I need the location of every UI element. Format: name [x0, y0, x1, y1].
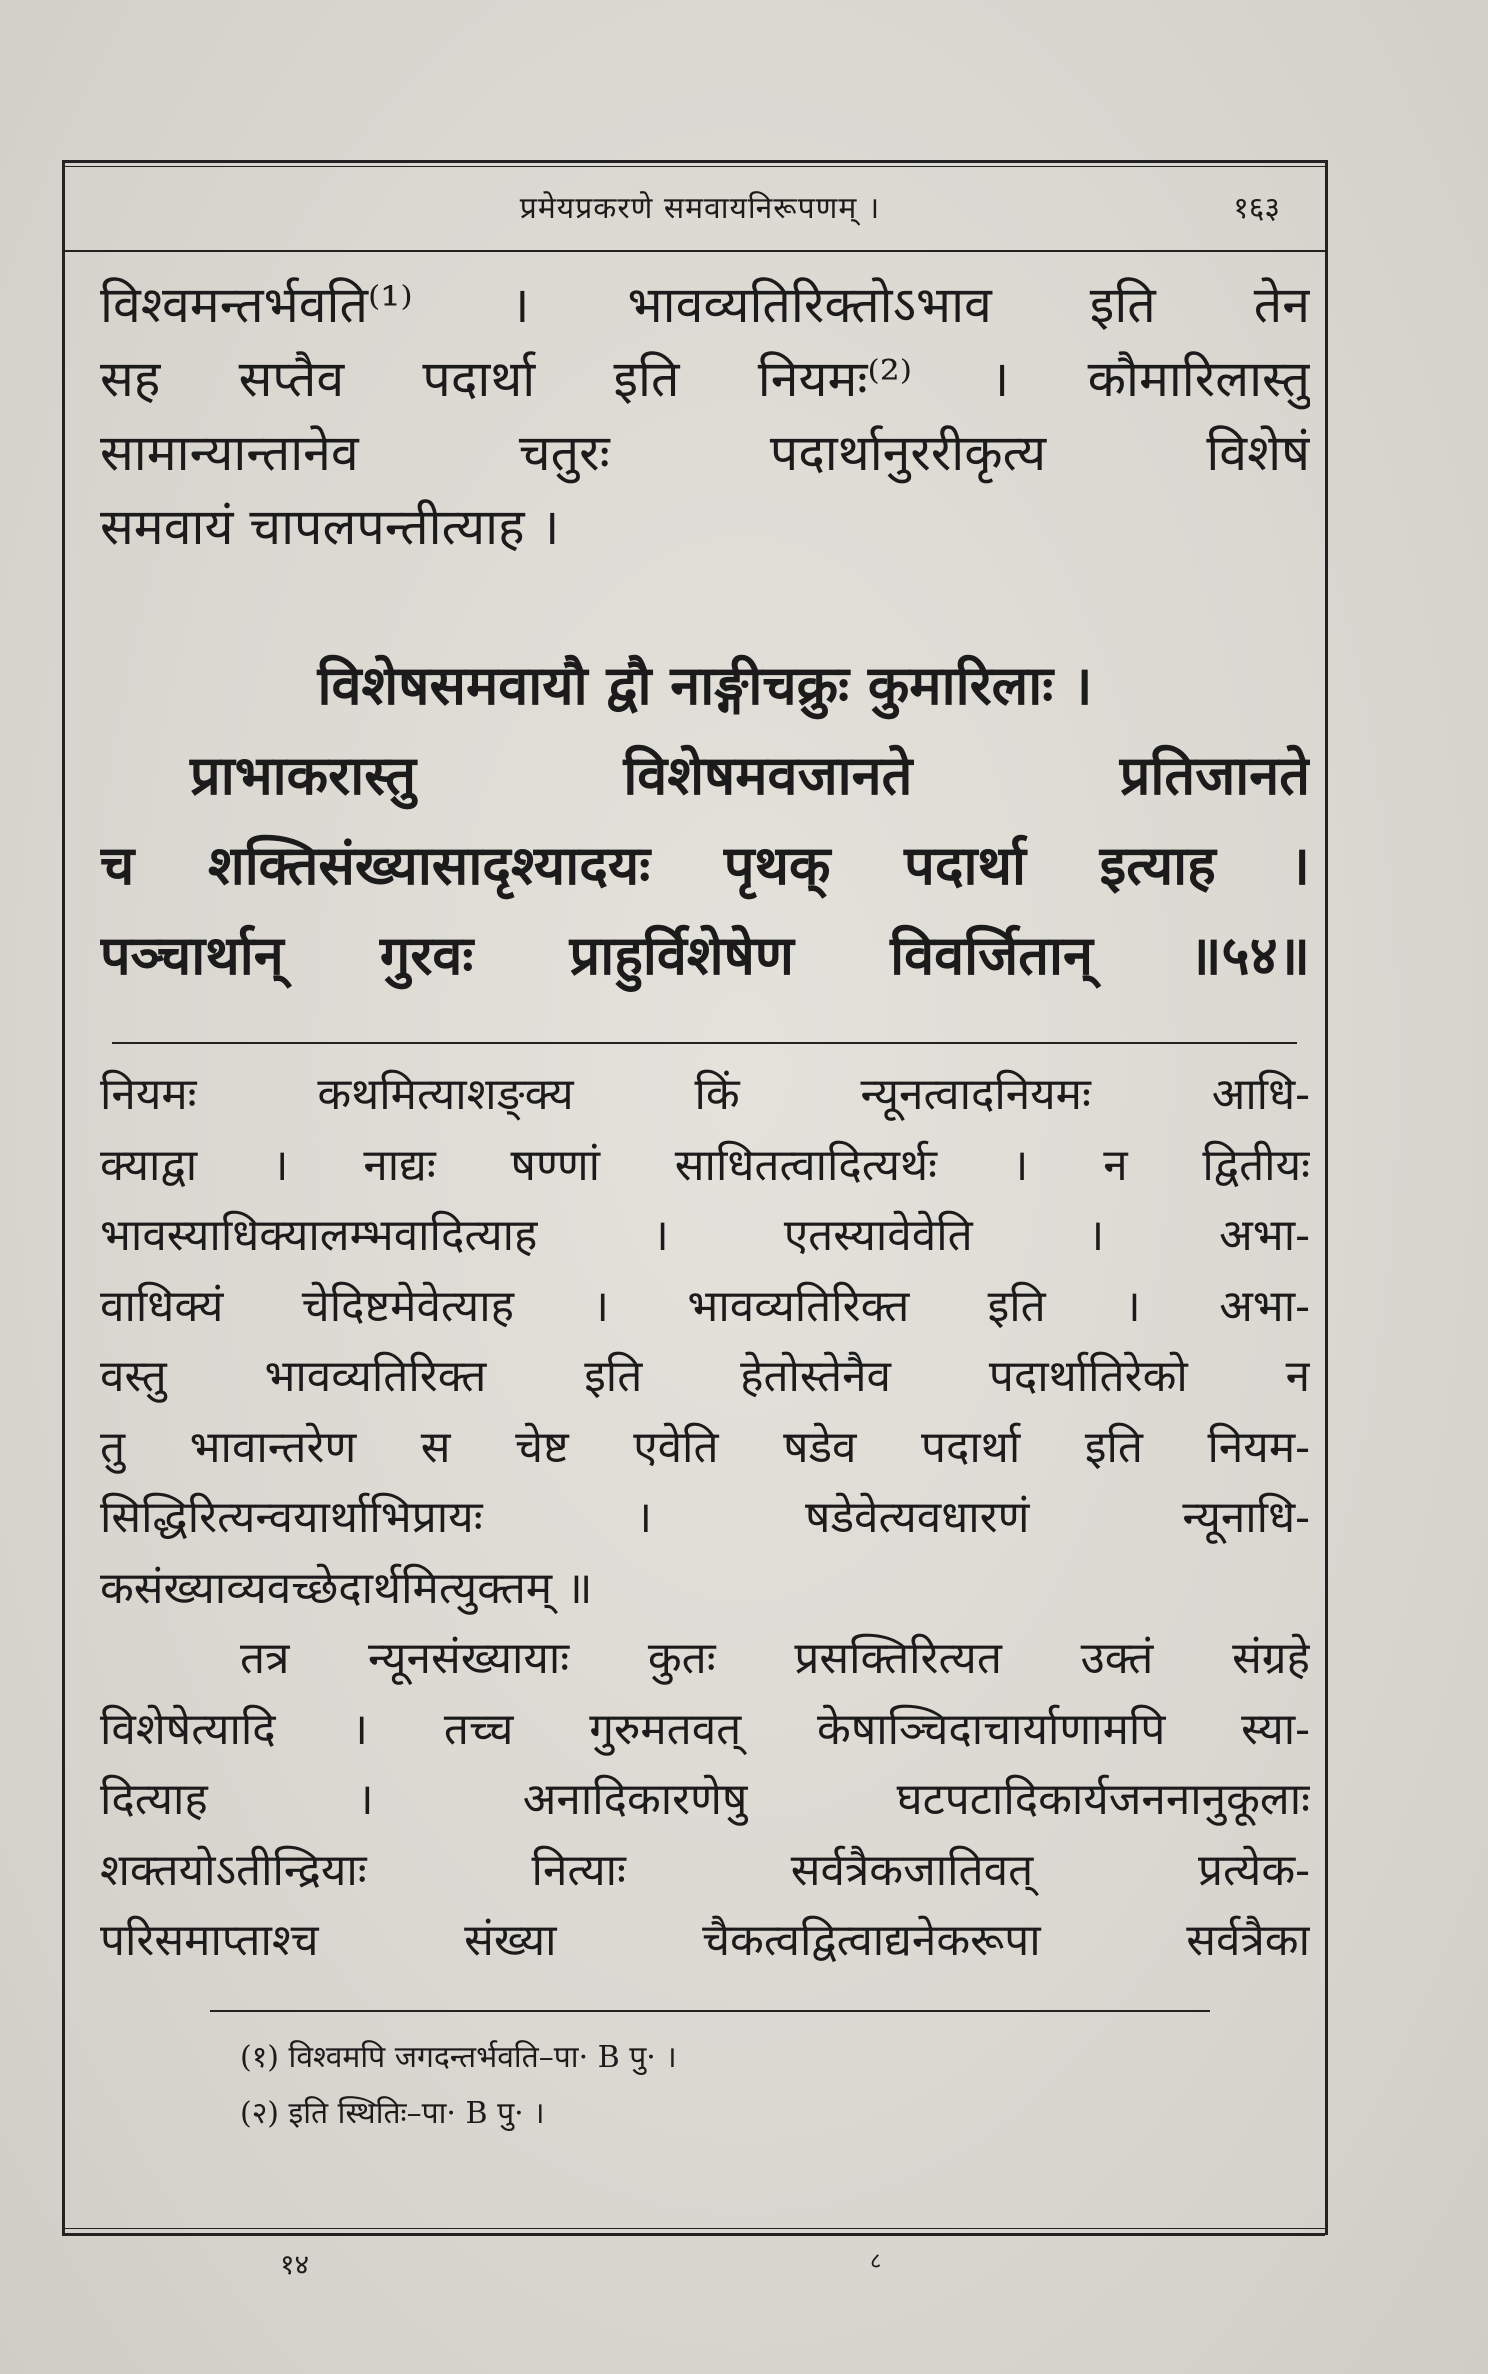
- text-line: सामान्यान्तानेव चतुरः पदार्थानुररीकृत्य विशेषं: [100, 424, 1310, 482]
- header-rule: [62, 250, 1325, 252]
- commentary-line: शक्तयोऽतीन्द्रियाः नित्याः सर्वत्रैकजातिवत् प्रत्येक-: [100, 1844, 1310, 1896]
- signature-mark: १४: [280, 2248, 310, 2281]
- commentary-line: भावस्याधिक्यालम्भवादित्याह । एतस्यावेवेति । अभा-: [100, 1210, 1310, 1261]
- bottom-rule-outer: [62, 2233, 1325, 2236]
- commentary-line: नियमः कथमित्याशङ्क्य किं न्यूनत्वादनियमः आधि-: [100, 1069, 1310, 1120]
- commentary-separator: [112, 1042, 1297, 1044]
- top-rule-inner: [62, 166, 1325, 167]
- running-header: [100, 178, 1300, 238]
- bottom-rule-inner: [62, 2228, 1325, 2229]
- top-rule-outer: [62, 160, 1325, 163]
- commentary-line: क्याद्वा । नाद्यः षण्णां साधितत्वादित्यर्थः । न द्वितीयः: [100, 1139, 1310, 1191]
- commentary-line: विशेषेत्यादि । तच्च गुरुमतवत् केषाञ्चिदाचार्याणामपि स्या-: [100, 1703, 1310, 1755]
- commentary-line: वस्तु भावव्यतिरिक्त इति हेतोस्तेनैव पदार्थातिरेको न: [100, 1351, 1310, 1402]
- page-number: १६३: [1233, 191, 1280, 226]
- commentary-line: दित्याह । अनादिकारणेषु घटपटादिकार्यजननानुकूलाः: [100, 1774, 1310, 1825]
- text-line: विश्वमन्तर्भवति⁽¹⁾ । भावव्यतिरिक्तोऽभाव इति तेन: [100, 276, 1310, 334]
- verse-line: च शक्तिसंख्यासादृश्यादयः पृथक् पदार्था इत्याह ।: [100, 833, 1310, 897]
- verse-block: [100, 640, 1310, 1000]
- commentary-1: [100, 1060, 1310, 1624]
- commentary-line: तु भावान्तरेण स चेष्ट एवेति षडेव पदार्था इति नियम-: [100, 1421, 1310, 1473]
- verse-line: प्राभाकरास्तु विशेषमवजानते प्रतिजानते: [190, 743, 1310, 807]
- footnote-2: (२) इति स्थितिः–पा· B पु· ।: [240, 2096, 545, 2131]
- paragraph-1: [100, 268, 1310, 564]
- running-title: प्रमेयप्रकरणे समवायनिरूपणम् ।: [519, 191, 881, 226]
- text-line: समवायं चापलपन्तीत्याह ।: [100, 498, 560, 556]
- center-mark: ८: [870, 2249, 882, 2274]
- footnote-separator: [210, 2010, 1210, 2012]
- commentary-line: कसंख्याव्यवच्छेदार्थमित्युक्तम् ॥: [100, 1562, 593, 1614]
- verse-line: पञ्चार्थान् गुरवः प्राहुर्विशेषेण विवर्जितान् ॥५४॥: [100, 923, 1310, 987]
- footnotes: [240, 2030, 1240, 2142]
- commentary-2: [100, 1624, 1310, 1977]
- verse-line: विशेषसमवायौ द्वौ नाङ्गीचक्रुः कुमारिलाः ।: [317, 653, 1093, 717]
- footnote-1: (१) विश्वमपि जगदन्तर्भवति–पा· B पु· ।: [240, 2040, 677, 2075]
- commentary-line: तत्र न्यूनसंख्यायाः कुतः प्रसक्तिरित्यत उक्तं संग्रहे: [240, 1633, 1310, 1684]
- commentary-line: वाधिक्यं चेदिष्टमेवेत्याह । भावव्यतिरिक्त इति । अभा-: [100, 1280, 1310, 1332]
- commentary-line: परिसमाप्ताश्च संख्या चैकत्वद्वित्वाद्यनेकरूपा सर्वत्रैका: [100, 1915, 1310, 1966]
- text-line: सह सप्तैव पदार्था इति नियमः⁽²⁾ । कौमारिलास्तु: [100, 350, 1310, 408]
- commentary-line: सिद्धिरित्यन्वयार्थाभिप्रायः । षडेवेत्यवधारणं न्यूनाधि-: [100, 1492, 1310, 1543]
